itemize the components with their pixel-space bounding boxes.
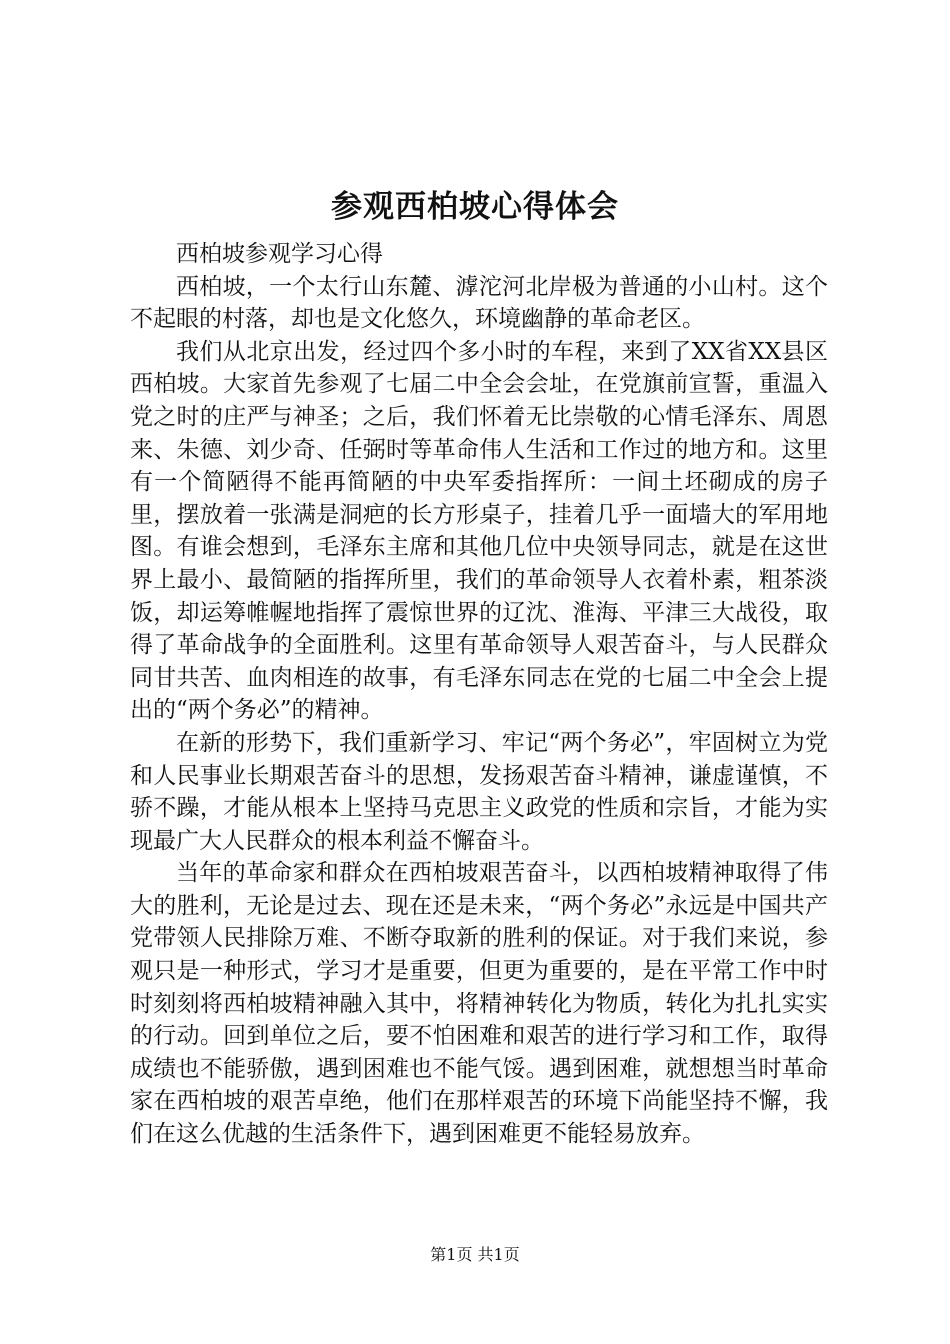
document-body <box>130 238 828 1151</box>
paragraph-subtitle: 西柏坡参观学习心得 <box>176 241 383 267</box>
paragraph: 我们从北京出发，经过四个多小时的车程，来到了XX省XX县区西柏坡。大家首先参观了七届二中全会会址，在党旗前宣誓，重温入党之时的庄严与神圣；之后，我们怀着无比崇敬的心情毛泽东、周恩来、朱德、刘少奇、任弼时等革命伟人生活和工作过的地方和。这里有一个简陋得不能再简陋的中央军委指挥所：一间土坯砌成的房子里，摆放着一张满是洞疤的长方形桌子，挂着几乎一面墙大的军用地图。有谁会想到，毛泽东主席和其他几位中央领导同志，就是在这世界上最小、最简陋的指挥所里，我们的革命领导人衣着朴素，粗茶淡饭，却运筹帷幄地指挥了震惊世界的辽沈、淮海、平津三大战役，取得了革命战争的全面胜利。这里有革命领导人艰苦奋斗，与人民群众同甘共苦、血肉相连的故事，有毛泽东同志在党的七届二中全会上提出的“两个务必”的精神。 <box>130 338 828 724</box>
paragraph: 西柏坡，一个太行山东麓、滹沱河北岸极为普通的小山村。这个不起眼的村落，却也是文化悠久，环境幽静的革命老区。 <box>130 273 828 333</box>
page-number-footer: 第1页 共1页 <box>430 1245 520 1264</box>
paragraph: 在新的形势下，我们重新学习、牢记“两个务必”，牢固树立为党和人民事业长期艰苦奋斗的思想，发扬艰苦奋斗精神，谦虚谨慎，不骄不躁，才能从根本上坚持马克思主义政党的性质和宗旨，才能为实现最广大人民群众的根本利益不懈奋斗。 <box>130 729 828 854</box>
document-title: 参观西柏坡心得体会 <box>331 189 619 225</box>
paragraph: 当年的革命家和群众在西柏坡艰苦奋斗，以西柏坡精神取得了伟大的胜利，无论是过去、现在还是未来，“两个务必”永远是中国共产党带领人民排除万难、不断夺取新的胜利的保证。对于我们来说，参观只是一种形式，学习才是重要，但更为重要的，是在平常工作中时时刻刻将西柏坡精神融入其中，将精神转化为物质，转化为扎扎实实的行动。回到单位之后，要不怕困难和艰苦的进行学习和工作，取得成绩也不能骄傲，遇到困难也不能气馁。遇到困难，就想想当时革命家在西柏坡的艰苦卓绝，他们在那样艰苦的环境下尚能坚持不懈，我们在这么优越的生活条件下，遇到困难更不能轻易放弃。 <box>130 860 828 1148</box>
